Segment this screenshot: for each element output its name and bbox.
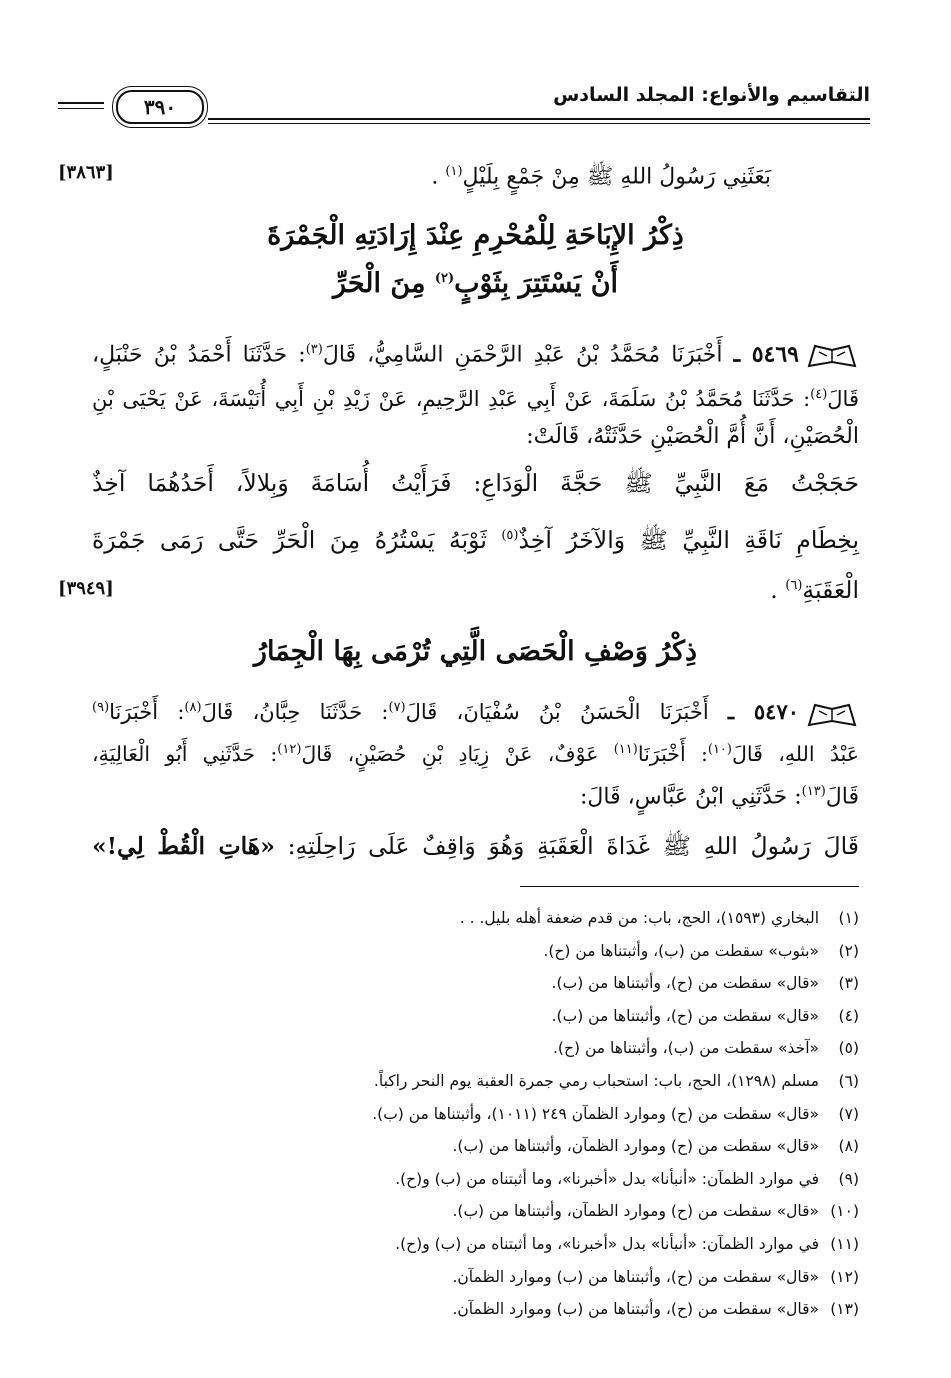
footnote-text: «بثوب» سقطت من (ب)، وأثبتناها من (ح). — [543, 941, 819, 960]
footnote — [140, 1065, 859, 1098]
footnote — [140, 935, 859, 968]
cross-reference: [٣٨٦٣] — [58, 162, 114, 183]
hadith-number: ٥٤٦٩ ـ — [733, 341, 799, 368]
header-rule — [58, 102, 104, 104]
footnote — [140, 1130, 859, 1163]
footnote-number: (٩) — [838, 1169, 859, 1188]
footnote-text: «قال» سقطت من (ح)، وأثبتناها من (ب) وموارد الظمآن. — [452, 1300, 819, 1319]
footnote — [140, 1032, 859, 1065]
footnote-number: (٧) — [838, 1104, 859, 1123]
footnote — [140, 1195, 859, 1228]
footnote-marker: (١٣) — [801, 784, 826, 799]
footnote-marker: (٨) — [184, 700, 202, 715]
footnote-text: في موارد الظمآن: «أنبأنا» بدل «أخبرنا»، وما أثبتناه من (ب) و(ح). — [395, 1234, 819, 1253]
footnote-number: (٣) — [838, 974, 859, 993]
isnad-line: ٥٤٦٩ ـ أَخْبَرَنَا مُحَمَّدُ بْنُ عَبْدِ الرَّحْمَنِ السَّامِيُّ، قَالَ$^{(٣)}$: حَدَّثَنَا أَحْمَدُ بْنُ حَنْبَلٍ، — [92, 330, 859, 375]
footnote — [140, 1261, 859, 1294]
matn-line: حَجَجْتُ مَعَ النَّبِيِّ ﷺ حَجَّةَ الْوَدَاعِ: فَرَأَيْتُ أُسَامَةَ وَبِلالاً، أَحَدُهُمَا آخِذٌ — [92, 469, 859, 497]
footnote-number: (٥) — [838, 1039, 859, 1058]
footnote-text: في موارد الظمآن: «أنبأنا» بدل «أخبرنا»، وما أثبتناه من (ب) و(ح). — [395, 1169, 819, 1188]
footnote-number: (٦) — [838, 1071, 859, 1090]
footnote-text: مسلم (١٢٩٨)، الحج، باب: استحباب رمي جمرة العقبة يوم النحر راكباً. — [373, 1071, 819, 1090]
footnote-number: (٨) — [838, 1137, 859, 1156]
footnote-number: (١٣) — [830, 1300, 859, 1319]
cross-reference: [٣٩٤٩] — [58, 578, 114, 599]
footnote-number: (٢) — [838, 941, 859, 960]
matn-line: بِخِطَامِ نَاقَةِ النَّبِيِّ ﷺ وَالآخَرُ آخِذٌ$^{(٥)}$ ثَوْبَهُ يَسْتُرُهُ مِنَ الْحَرِّ حَتَّى رَمَى جَمْرَةَ — [92, 525, 860, 554]
footnote-marker: (٣) — [305, 342, 323, 357]
isnad-line: ٥٤٧٠ ـ أَخْبَرَنَا الْحَسَنُ بْنُ سُفْيَانَ، قَالَ$^{(٧)}$: حَدَّثَنَا حِبَّانُ، قَالَ$^{(٨)}$: أَخْبَرَنَا$^{(٩)}$ — [92, 688, 859, 732]
footnote-text: «آخذ» سقطت من (ب)، وأثبتناها من (ح). — [553, 1039, 819, 1058]
matn-line: الْعَقَبَةِ$^{(٦)}$ . — [770, 575, 859, 604]
footnote — [140, 1098, 859, 1131]
footnote — [140, 1163, 859, 1196]
footnote-marker: (١١) — [613, 742, 638, 757]
footnote-marker: (٩) — [92, 700, 110, 715]
book-icon — [805, 340, 859, 370]
footnote-text: «قال» سقطت من (ح)، وأثبتناها من (ب). — [551, 974, 819, 993]
footnote-number: (١) — [838, 909, 859, 927]
footnote-number: (١٢) — [830, 1267, 859, 1286]
footnote-marker: (٧) — [388, 700, 406, 715]
page-number: ٣٩٠ — [116, 90, 204, 124]
footnote-marker: (١٠) — [707, 742, 732, 757]
header-rule — [58, 108, 104, 109]
footnote-text: البخاري (١٥٩٣)، الحج، باب: من قدم ضعفة أهله بليل. . . — [459, 909, 819, 927]
hadith-number: ٥٤٧٠ ـ — [727, 699, 800, 724]
footnote-marker: (١) — [445, 164, 463, 179]
footnote-marker: (٢) — [434, 271, 455, 286]
footnotes — [140, 902, 859, 1326]
section-heading: ذِكْرُ وَصْفِ الْحَصَى الَّتِي تُرْمَى بِهَا الْجِمَارُ — [253, 636, 698, 667]
footnote-separator — [520, 886, 859, 887]
page-header — [58, 78, 870, 128]
isnad-line: قَالَ$^{(١٣)}$: حَدَّثَنِي ابْنُ عَبَّاسٍ، قَالَ: — [580, 784, 859, 810]
footnote — [140, 1293, 859, 1326]
footnote — [140, 902, 859, 935]
running-title: التقاسيم والأنواع: المجلد السادس — [553, 84, 870, 106]
section-heading: ذِكْرُ الإِبَاحَةِ لِلْمُحْرِمِ عِنْدَ إِرَادَتِهِ الْجَمْرَةَ — [267, 220, 684, 251]
footnote — [140, 967, 859, 1000]
footnote — [140, 1000, 859, 1033]
footnote-text: «قال» سقطت من (ح)، وأثبتناها من (ب) وموارد الظمآن. — [452, 1267, 819, 1286]
footnote-number: (١١) — [830, 1234, 859, 1253]
header-rule — [208, 118, 870, 120]
prophetic-saying: «هَاتِ الْقُطْ لِي!» — [92, 832, 275, 860]
section-heading: أَنْ يَسْتَتِرَ بِثَوْبٍ$^{(٢)}$ مِنَ الْحَرِّ — [332, 268, 619, 299]
footnote-marker: (٤) — [810, 387, 828, 402]
text-line: بَعَثَنِي رَسُولُ اللهِ ﷺ مِنْ جَمْعٍ بِلَيْلٍ$^{(١)}$ . — [431, 164, 771, 190]
footnote — [140, 1228, 859, 1261]
isnad-line: الْحُصَيْنِ، أَنَّ أُمَّ الْحُصَيْنِ حَدَّثَتْهُ، قَالَتْ: — [526, 424, 859, 449]
footnote-marker: (١٢) — [277, 742, 302, 757]
footnote-number: (١٠) — [830, 1202, 859, 1221]
matn-line: قَالَ رَسُولُ اللهِ ﷺ غَدَاةَ الْعَقَبَةِ وَهُوَ وَاقِفٌ عَلَى رَاحِلَتِهِ: «هَاتِ الْقُطْ لِي!» — [92, 832, 859, 860]
footnote-number: (٤) — [838, 1006, 859, 1025]
footnote-text: «قال» سقطت من (ح)، وأثبتناها من (ب). — [551, 1006, 819, 1025]
footnote-text: «قال» سقطت من (ح) وموارد الظمآن ٢٤٩ (١٠١١)، وأثبتناها من (ب). — [372, 1104, 819, 1123]
isnad-line: عَبْدُ اللهِ، قَالَ$^{(١٠)}$: أَخْبَرَنَا$^{(١١)}$ عَوْفٌ، عَنْ زِيَادِ بْنِ حُصَيْنٍ، قَالَ$^{(١٢)}$: حَدَّثَنِي أَبُو الْعَالِيَةِ، — [92, 741, 859, 766]
footnote-marker: (٦) — [785, 578, 803, 593]
footnote-text: «قال» سقطت من (ح) وموارد الظمآن، وأثبتناها من (ب). — [452, 1137, 819, 1156]
footnote-text: «قال» سقطت من (ح) وموارد الظمآن، وأثبتناها من (ب). — [452, 1202, 819, 1221]
book-icon — [805, 699, 859, 729]
isnad-line: قَالَ$^{(٤)}$: حَدَّثَنَا مُحَمَّدُ بْنُ سَلَمَةَ، عَنْ أَبِي عَبْدِ الرَّحِيمِ، عَنْ زَيْدِ بْنِ أَبِي أُنَيْسَةَ، عَنْ يَحْيَى بْنِ — [92, 387, 859, 411]
footnote-marker: (٥) — [501, 528, 519, 543]
header-rule — [208, 123, 870, 124]
